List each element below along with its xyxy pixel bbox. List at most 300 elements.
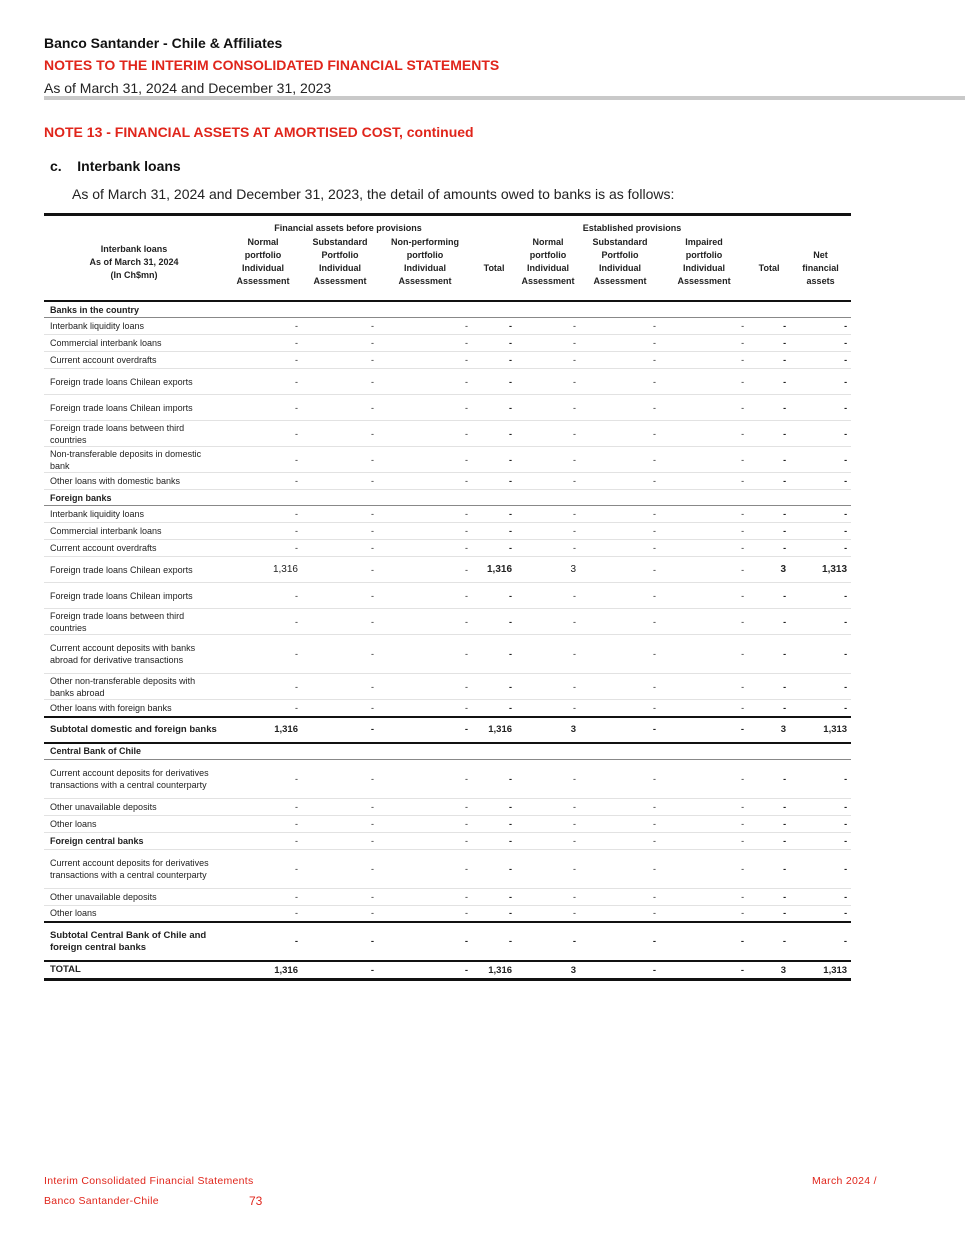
row-value: -	[790, 421, 851, 447]
row-value: -	[660, 922, 748, 961]
row-value: -	[378, 609, 472, 635]
row-value: -	[660, 523, 748, 540]
row-value: -	[660, 506, 748, 523]
row-label: Other unavailable deposits	[44, 798, 224, 815]
row-value: -	[516, 815, 580, 832]
subtotal-central-row	[44, 922, 851, 961]
row-value: -	[790, 609, 851, 635]
row-value: -	[660, 540, 748, 557]
row-value: -	[224, 447, 302, 473]
section-label: Foreign banks	[44, 490, 851, 506]
row-value: -	[472, 352, 516, 369]
row-value: -	[748, 583, 790, 609]
row-value: -	[302, 798, 378, 815]
row-value: -	[378, 335, 472, 352]
footer-report-name: Interim Consolidated Financial Statements	[44, 1175, 254, 1187]
row-value: -	[660, 395, 748, 421]
row-label: Other unavailable deposits	[44, 888, 224, 905]
row-value: -	[472, 540, 516, 557]
row-value: -	[472, 849, 516, 888]
row-value: -	[302, 674, 378, 700]
row-value: -	[660, 557, 748, 583]
row-value: -	[790, 583, 851, 609]
table-row	[44, 506, 851, 523]
subtotal-banks-row	[44, 717, 851, 743]
row-value: -	[580, 815, 660, 832]
row-label: Commercial interbank loans	[44, 335, 224, 352]
row-value: -	[302, 635, 378, 674]
row-value: -	[516, 609, 580, 635]
row-label: Foreign trade loans Chilean imports	[44, 583, 224, 609]
col-total-2: Total	[758, 263, 780, 273]
row-value: -	[472, 888, 516, 905]
row-value: -	[580, 523, 660, 540]
table-row	[44, 447, 851, 473]
row-value: 3	[748, 717, 790, 743]
row-value: -	[378, 832, 472, 849]
row-value: -	[224, 506, 302, 523]
row-value: -	[378, 583, 472, 609]
row-value: -	[660, 635, 748, 674]
table-row	[44, 583, 851, 609]
row-value: -	[660, 335, 748, 352]
footer-date: March 2024 /	[812, 1175, 877, 1187]
row-value: -	[790, 849, 851, 888]
row-value: -	[516, 759, 580, 798]
row-value: -	[302, 557, 378, 583]
row-value: -	[790, 888, 851, 905]
row-value: -	[516, 369, 580, 395]
row-value: -	[378, 506, 472, 523]
row-value: -	[516, 421, 580, 447]
row-value: -	[472, 609, 516, 635]
row-value: -	[748, 473, 790, 490]
row-value: -	[472, 506, 516, 523]
row-value: -	[472, 447, 516, 473]
row-value: -	[378, 905, 472, 922]
table-row	[44, 557, 851, 583]
row-value: -	[660, 798, 748, 815]
row-value: -	[378, 635, 472, 674]
row-value: -	[378, 557, 472, 583]
row-value: -	[302, 335, 378, 352]
row-value: -	[472, 369, 516, 395]
row-value: -	[748, 905, 790, 922]
row-value: -	[472, 318, 516, 335]
interbank-loans-table	[44, 213, 851, 981]
row-label: Foreign trade loans between third countries	[44, 609, 224, 635]
row-value: -	[516, 540, 580, 557]
row-value: -	[472, 523, 516, 540]
row-value: -	[224, 473, 302, 490]
row-value: -	[224, 700, 302, 717]
row-value: -	[580, 335, 660, 352]
row-label: Other loans	[44, 815, 224, 832]
row-label: Foreign central banks	[44, 832, 224, 849]
row-value: -	[472, 421, 516, 447]
row-label: Other loans with domestic banks	[44, 473, 224, 490]
row-value: -	[516, 832, 580, 849]
row-value: -	[790, 395, 851, 421]
row-value: -	[472, 815, 516, 832]
row-value: -	[580, 421, 660, 447]
row-value: -	[224, 609, 302, 635]
row-value: -	[580, 674, 660, 700]
row-label: Other loans with foreign banks	[44, 700, 224, 717]
row-value: -	[580, 798, 660, 815]
row-value: -	[302, 318, 378, 335]
notes-title: NOTES TO THE INTERIM CONSOLIDATED FINANCIAL STATEMENTS	[44, 57, 500, 73]
row-value: -	[748, 318, 790, 335]
row-value: -	[580, 849, 660, 888]
row-value: -	[302, 609, 378, 635]
row-value: -	[224, 888, 302, 905]
note-title: NOTE 13 - FINANCIAL ASSETS AT AMORTISED COST, continued	[44, 124, 474, 140]
row-value: -	[302, 849, 378, 888]
row-value: -	[302, 369, 378, 395]
row-value: -	[378, 961, 472, 980]
row-value: -	[748, 369, 790, 395]
row-value: -	[302, 523, 378, 540]
row-value: -	[302, 506, 378, 523]
row-value: -	[748, 759, 790, 798]
table-body	[44, 301, 851, 980]
row-value: -	[660, 473, 748, 490]
row-value: -	[660, 447, 748, 473]
row-value: -	[580, 473, 660, 490]
intro-text: As of March 31, 2024 and December 31, 2023, the detail of amounts owed to banks is as follows:	[72, 186, 675, 202]
row-label: Foreign trade loans Chilean exports	[44, 557, 224, 583]
row-value: -	[580, 961, 660, 980]
row-value: -	[660, 700, 748, 717]
row-value: -	[224, 922, 302, 961]
row-value: -	[660, 961, 748, 980]
col-total-1: Total	[483, 263, 505, 273]
table-row	[44, 798, 851, 815]
row-value: -	[472, 759, 516, 798]
table-row	[44, 335, 851, 352]
row-value: -	[660, 352, 748, 369]
label-column-header: Interbank loans As of March 31, 2024 (In Ch$mn)	[89, 243, 179, 280]
table-row	[44, 523, 851, 540]
row-label: Other loans	[44, 905, 224, 922]
row-value: -	[224, 674, 302, 700]
row-value: -	[472, 674, 516, 700]
row-value: -	[790, 318, 851, 335]
row-value: -	[472, 700, 516, 717]
row-value: -	[790, 674, 851, 700]
table-row	[44, 369, 851, 395]
section-title	[50, 158, 181, 174]
row-value: -	[660, 717, 748, 743]
table-row	[44, 609, 851, 635]
row-label: Interbank liquidity loans	[44, 318, 224, 335]
table-row	[44, 849, 851, 888]
row-value: -	[302, 922, 378, 961]
row-value: -	[378, 540, 472, 557]
row-value: -	[224, 540, 302, 557]
row-value: -	[748, 674, 790, 700]
row-value: -	[224, 318, 302, 335]
row-value: -	[748, 888, 790, 905]
row-label: Current account overdrafts	[44, 352, 224, 369]
section-header	[44, 490, 851, 506]
section-label: Central Bank of Chile	[44, 743, 851, 760]
row-value: 1,313	[790, 961, 851, 980]
row-value: -	[748, 335, 790, 352]
row-label: Commercial interbank loans	[44, 523, 224, 540]
row-value: -	[790, 523, 851, 540]
row-value: -	[224, 335, 302, 352]
section-label: Banks in the country	[44, 301, 851, 318]
row-value: -	[224, 849, 302, 888]
row-value: -	[302, 700, 378, 717]
row-label: TOTAL	[44, 961, 224, 980]
table-row	[44, 635, 851, 674]
table-row	[44, 540, 851, 557]
header-divider	[44, 96, 965, 100]
row-value: -	[580, 635, 660, 674]
col-non-performing-portfolio: Non-performing	[391, 237, 460, 247]
row-value: -	[580, 832, 660, 849]
row-value: -	[302, 759, 378, 798]
row-label: Current account deposits for derivatives transactions with a central counterparty	[44, 759, 224, 798]
row-value: -	[748, 922, 790, 961]
row-value: -	[378, 815, 472, 832]
col-substandard-portfolio-1: Substandard	[312, 237, 368, 247]
table-row	[44, 759, 851, 798]
row-value: -	[516, 335, 580, 352]
row-value: 1,316	[472, 961, 516, 980]
table-header: Financial assets before provisions Established provisions Interbank loans As of March 31, 2024 (In Ch$mn) Normal Substandard Non-performing Normal Substandard Impaired portfolio Portfolio portfolio portfolio Portfolio portfolio Net Individual Individual Individual Total Individual Individual Individual Total financial Assessment Assessment Assessment Assessment Assessment Assessment assets	[44, 215, 851, 302]
row-value: -	[516, 905, 580, 922]
row-value: -	[302, 815, 378, 832]
row-value: -	[378, 421, 472, 447]
row-value: -	[748, 447, 790, 473]
row-value: -	[790, 635, 851, 674]
row-value: -	[790, 447, 851, 473]
row-value: 3	[516, 717, 580, 743]
row-value: -	[580, 759, 660, 798]
row-value: -	[516, 523, 580, 540]
section-letter: c.	[50, 158, 62, 174]
table-row	[44, 395, 851, 421]
table-row	[44, 473, 851, 490]
row-value: -	[660, 905, 748, 922]
table-row	[44, 888, 851, 905]
col-impaired-portfolio: Impaired	[685, 237, 723, 247]
row-value: -	[516, 318, 580, 335]
row-value: -	[378, 759, 472, 798]
row-label: Other non-transferable deposits with banks abroad	[44, 674, 224, 700]
row-label: Current account deposits with banks abroad for derivative transactions	[44, 635, 224, 674]
row-value: -	[516, 352, 580, 369]
group-before-provisions: Financial assets before provisions	[274, 223, 422, 233]
row-value: -	[580, 922, 660, 961]
row-value: -	[580, 506, 660, 523]
col-substandard-portfolio-2: Substandard	[592, 237, 648, 247]
row-value: -	[790, 473, 851, 490]
row-value: -	[378, 674, 472, 700]
row-value: -	[748, 506, 790, 523]
row-value: -	[580, 395, 660, 421]
row-label: Foreign trade loans Chilean exports	[44, 369, 224, 395]
row-value: -	[472, 922, 516, 961]
row-value: -	[224, 832, 302, 849]
row-value: -	[378, 473, 472, 490]
row-value: -	[224, 635, 302, 674]
row-value: -	[748, 540, 790, 557]
row-value: -	[224, 523, 302, 540]
row-value: -	[748, 700, 790, 717]
row-value: -	[302, 717, 378, 743]
col-net-financial-assets: Net	[813, 250, 828, 260]
row-value: -	[748, 609, 790, 635]
row-label: Subtotal domestic and foreign banks	[44, 717, 224, 743]
row-value: -	[516, 447, 580, 473]
row-value: -	[580, 905, 660, 922]
table-row	[44, 905, 851, 922]
row-value: -	[378, 318, 472, 335]
row-value: -	[748, 832, 790, 849]
row-value: -	[472, 905, 516, 922]
row-value: -	[660, 421, 748, 447]
row-value: -	[302, 905, 378, 922]
row-value: 3	[748, 557, 790, 583]
row-value: -	[378, 447, 472, 473]
table-row	[44, 815, 851, 832]
row-label: Interbank liquidity loans	[44, 506, 224, 523]
row-label: Foreign trade loans between third countries	[44, 421, 224, 447]
col-normal-portfolio-2: Normal	[532, 237, 564, 247]
row-value: -	[302, 583, 378, 609]
as-of-date: As of March 31, 2024 and December 31, 2023	[44, 80, 332, 96]
row-value: -	[378, 395, 472, 421]
row-value: -	[748, 352, 790, 369]
row-label: Non-transferable deposits in domestic bank	[44, 447, 224, 473]
row-value: -	[660, 832, 748, 849]
row-value: 3	[748, 961, 790, 980]
row-value: -	[302, 473, 378, 490]
row-value: -	[580, 447, 660, 473]
row-value: 3	[516, 557, 580, 583]
row-value: -	[378, 369, 472, 395]
row-value: -	[472, 473, 516, 490]
row-value: -	[790, 815, 851, 832]
row-value: -	[660, 369, 748, 395]
row-value: -	[660, 759, 748, 798]
row-label: Current account deposits for derivatives transactions with a central counterparty	[44, 849, 224, 888]
row-value: -	[516, 700, 580, 717]
row-label: Current account overdrafts	[44, 540, 224, 557]
row-value: -	[790, 922, 851, 961]
row-value: -	[790, 798, 851, 815]
row-value: -	[748, 849, 790, 888]
row-value: -	[748, 815, 790, 832]
row-value: -	[302, 395, 378, 421]
group-established-provisions: Established provisions	[582, 223, 682, 233]
table-row	[44, 674, 851, 700]
row-value: -	[516, 888, 580, 905]
row-value: 1,316	[224, 961, 302, 980]
row-value: 1,316	[224, 717, 302, 743]
table-row	[44, 318, 851, 335]
row-label: Subtotal Central Bank of Chile and foreign central banks	[44, 922, 224, 961]
row-value: -	[472, 635, 516, 674]
row-value: -	[378, 700, 472, 717]
row-value: -	[224, 905, 302, 922]
row-value: -	[472, 798, 516, 815]
row-value: -	[472, 395, 516, 421]
row-value: -	[378, 888, 472, 905]
row-value: -	[378, 352, 472, 369]
row-value: -	[378, 717, 472, 743]
row-value: -	[660, 609, 748, 635]
row-value: -	[302, 421, 378, 447]
company-name: Banco Santander - Chile & Affiliates	[44, 35, 283, 51]
row-value: -	[790, 506, 851, 523]
row-value: 1,313	[790, 717, 851, 743]
row-value: -	[580, 318, 660, 335]
row-value: -	[660, 583, 748, 609]
row-value: -	[516, 395, 580, 421]
row-value: -	[660, 888, 748, 905]
page-number: 73	[249, 1194, 263, 1208]
table-row	[44, 700, 851, 717]
foreign-central-banks-row	[44, 832, 851, 849]
row-value: 1,316	[472, 717, 516, 743]
row-value: -	[790, 335, 851, 352]
row-value: -	[516, 922, 580, 961]
row-value: -	[302, 352, 378, 369]
row-value: -	[472, 583, 516, 609]
row-value: -	[516, 849, 580, 888]
row-value: -	[580, 888, 660, 905]
row-value: 1,313	[790, 557, 851, 583]
row-value: -	[224, 395, 302, 421]
row-value: -	[378, 798, 472, 815]
row-value: -	[580, 557, 660, 583]
row-value: -	[224, 798, 302, 815]
row-value: -	[580, 369, 660, 395]
row-value: -	[516, 583, 580, 609]
row-value: -	[748, 421, 790, 447]
row-value: -	[224, 352, 302, 369]
total-row	[44, 961, 851, 980]
row-value: -	[224, 583, 302, 609]
row-value: -	[748, 635, 790, 674]
section-header	[44, 301, 851, 318]
row-value: -	[580, 609, 660, 635]
row-value: -	[516, 473, 580, 490]
row-value: -	[790, 905, 851, 922]
row-value: 1,316	[224, 557, 302, 583]
row-value: 1,316	[472, 557, 516, 583]
row-value: -	[790, 700, 851, 717]
row-value: -	[748, 395, 790, 421]
section-header	[44, 743, 851, 760]
row-value: -	[748, 798, 790, 815]
row-value: -	[580, 583, 660, 609]
col-normal-portfolio-1: Normal	[247, 237, 279, 247]
table-row	[44, 421, 851, 447]
row-value: -	[660, 318, 748, 335]
row-value: -	[790, 352, 851, 369]
row-value: -	[378, 849, 472, 888]
row-value: -	[580, 700, 660, 717]
row-value: -	[378, 922, 472, 961]
row-value: 3	[516, 961, 580, 980]
